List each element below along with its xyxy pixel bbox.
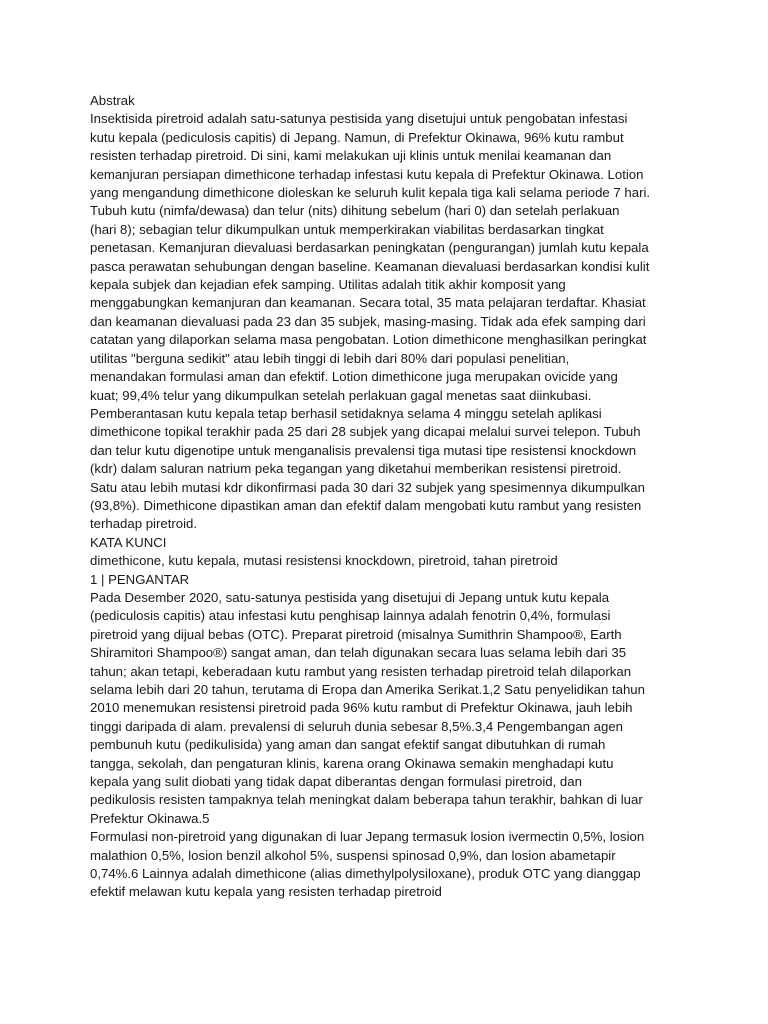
intro-line: piretroid yang dijual bebas (OTC). Preparat piretroid (misalnya Sumithrin Shampoo®, Earth — [90, 626, 622, 642]
nonpyrethroid-paragraph — [90, 828, 720, 902]
intro-line: pembunuh kutu (pedikulisida) yang aman dan sangat efektif sangat dibutuhkan di rumah — [90, 737, 606, 753]
abstract-line: Tubuh kutu (nimfa/dewasa) dan telur (nits) dihitung sebelum (hari 0) dan setelah perlakuan — [90, 203, 620, 219]
intro-paragraph — [90, 589, 720, 828]
intro-line: pedikulosis resisten tampaknya telah meningkat dalam beberapa tahun terakhir, bahkan di luar — [90, 792, 643, 808]
intro-line: 2010 menemukan resistensi piretroid pada 96% kutu rambut di Prefektur Okinawa, jauh lebih — [90, 700, 633, 716]
keywords-text: dimethicone, kutu kepala, mutasi resistensi knockdown, piretroid, tahan piretroid — [90, 553, 558, 569]
intro-line: selama lebih dari 20 tahun, terutama di Eropa dan Amerika Serikat.1,2 Satu penyelidikan tahun — [90, 682, 645, 697]
abstract-line: terhadap piretroid. — [90, 516, 198, 532]
abstract-line: penetasan. Kemanjuran dievaluasi berdasarkan peningkatan (pengurangan) jumlah kutu kepala — [90, 240, 649, 256]
abstract-line: (93,8%). Dimethicone dipastikan aman dan efektif dalam mengobati kutu rambut yang resisten — [90, 497, 642, 513]
abstract-line: catatan yang dilaporkan selama masa pengobatan. Lotion dimethicone menghasilkan peringkat — [90, 332, 647, 348]
nonpyrethroid-line: malathion 0,5%, losion benzil alkohol 5%, suspensi spinosad 0,9%, dan losion abametapir — [90, 847, 616, 863]
abstract-line: yang mengandung dimethicone dioleskan ke seluruh kulit kepala tiga kali selama periode 7 hari. — [90, 185, 651, 201]
abstract-body — [90, 110, 720, 533]
abstract-line: kemanjuran persiapan dimethicone terhadap infestasi kutu kepala di Prefektur Okinawa. Lotion — [90, 166, 644, 182]
abstract-heading: Abstrak — [90, 93, 135, 108]
section-heading: 1 | PENGANTAR — [90, 571, 190, 587]
abstract-line: resisten terhadap piretroid. Di sini, kami melakukan uji klinis untuk menilai keamanan dan — [90, 148, 612, 164]
intro-line: tahun; akan tetapi, keberadaan kutu rambut yang resisten terhadap piretroid telah dilaporkan — [90, 663, 632, 679]
abstract-line: Insektisida piretroid adalah satu-satunya pestisida yang disetujui untuk pengobatan infestasi — [90, 111, 628, 127]
abstract-line: dimethicone topikal terakhir pada 25 dari 28 subjek yang dicapai melalui survei telepon. Tubuh — [90, 424, 641, 440]
abstract-line: menandakan formulasi aman dan efektif. Lotion dimethicone juga merupakan ovicide yang — [90, 369, 618, 385]
intro-line: tinggi daripada di alam. prevalensi di seluruh dunia sebesar 8,5%.3,4 Pengembangan agen — [90, 718, 623, 734]
intro-line: (pediculosis capitis) atau infestasi kutu penghisap lainnya adalah fenotrin 0,4%, formulasi — [90, 608, 611, 624]
abstract-line: Pemberantasan kutu kepala tetap berhasil setidaknya selama 4 minggu setelah aplikasi — [90, 405, 602, 421]
intro-line: Shiramitori Shampoo®) sangat aman, dan telah digunakan secara luas selama lebih dari 35 — [90, 645, 627, 661]
keywords-heading: KATA KUNCI — [90, 534, 167, 550]
nonpyrethroid-line: 0,74%.6 Lainnya adalah dimethicone (alias dimethylpolysiloxane), produk OTC yang dianggap — [90, 866, 641, 882]
abstract-line: pasca perawatan sehubungan dengan baseline. Keamanan dievaluasi berdasarkan kondisi kulit — [90, 258, 650, 274]
document-page — [90, 92, 720, 902]
abstract-line: Satu atau lebih mutasi kdr dikonfirmasi pada 30 dari 32 subjek yang spesimennya dikumpulkan — [90, 479, 645, 495]
abstract-line: dan keamanan dievaluasi pada 23 dan 35 subjek, masing-masing. Tidak ada efek samping dari — [90, 313, 646, 329]
abstract-line: kutu kepala (pediculosis capitis) di Jepang. Namun, di Prefektur Okinawa, 96% kutu rambut — [90, 129, 624, 145]
intro-line: kepala yang sulit diobati yang tidak dapat diberantas dengan formulasi piretroid, dan — [90, 774, 582, 790]
nonpyrethroid-line: Formulasi non-piretroid yang digunakan di luar Jepang termasuk losion ivermectin 0,5%, losion — [90, 829, 645, 845]
abstract-line: dan telur kutu digenotipe untuk menganalisis prevalensi tiga mutasi tipe resistensi knockdown — [90, 442, 637, 458]
abstract-line: (kdr) dalam saluran natrium peka tegangan yang diketahui memberikan resistensi piretroid. — [90, 461, 622, 477]
abstract-line: utilitas "berguna sedikit" atau lebih tinggi di lebih dari 80% dari populasi penelitian, — [90, 350, 570, 366]
intro-line: Prefektur Okinawa.5 — [90, 810, 210, 826]
abstract-line: menggabungkan kemanjuran dan keamanan. Secara total, 35 mata pelajaran terdaftar. Khasiat — [90, 295, 646, 311]
intro-line: tangga, sekolah, dan pengaturan klinis, karena orang Okinawa semakin menghadapi kutu — [90, 755, 614, 771]
abstract-line: (hari 8); sebagian telur dikumpulkan untuk memperkirakan viabilitas berdasarkan tingkat — [90, 221, 604, 237]
nonpyrethroid-line: efektif melawan kutu kepala yang resisten terhadap piretroid — [90, 884, 442, 900]
abstract-line: kepala subjek dan kejadian efek samping. Utilitas adalah titik akhir komposit yang — [90, 277, 566, 293]
intro-line: Pada Desember 2020, satu-satunya pestisida yang disetujui di Jepang untuk kutu kepala — [90, 589, 610, 605]
abstract-line: kuat; 99,4% telur yang dikumpulkan setelah perlakuan gagal menetas saat diinkubasi. — [90, 387, 592, 403]
